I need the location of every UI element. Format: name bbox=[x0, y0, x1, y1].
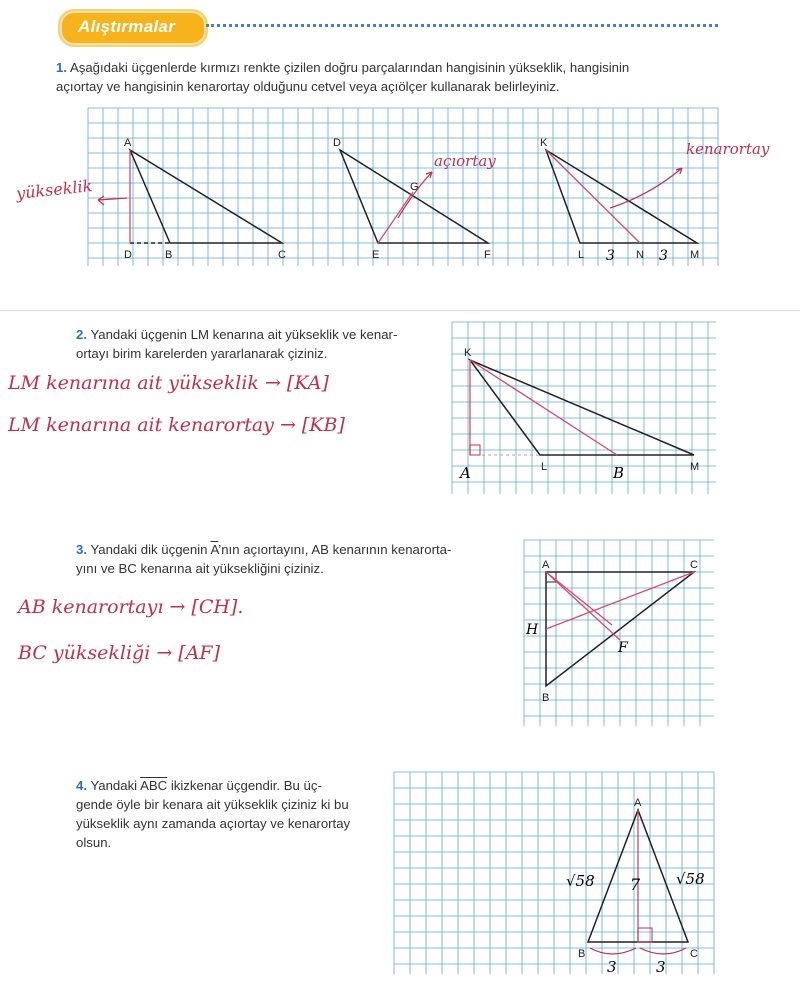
q1-text-line1: Aşağıdaki üçgenlerde kırmızı renkte çizilen doğru parçalarından hangisinin yükseklik, hangisinin bbox=[69, 60, 630, 75]
hw-base-right: 3 bbox=[656, 958, 666, 976]
section-title: Alıştırmalar bbox=[78, 17, 176, 36]
q3-angle-a: $\overline{A}$ bbox=[210, 542, 219, 557]
q3-text-line1-b: ’nın açıortayını, AB kenarının kenarorta- bbox=[218, 542, 452, 557]
label-g: G bbox=[410, 181, 419, 193]
label-a: A bbox=[124, 137, 132, 149]
q3-hw-line1: AB kenarortayı → [CH]. bbox=[18, 596, 244, 618]
label-k-q2: K bbox=[464, 347, 472, 359]
q2-hw-line1: LM kenarına ait yükseklik → [KA] bbox=[8, 372, 329, 394]
label-l-q2: L bbox=[541, 461, 548, 473]
q1-number: 1. bbox=[56, 60, 67, 75]
label-b: B bbox=[165, 249, 173, 261]
label-f: F bbox=[484, 249, 491, 261]
label-e: E bbox=[372, 249, 380, 261]
label-b-q2: B bbox=[613, 464, 625, 482]
hw-kenarortay: kenarortay bbox=[686, 140, 770, 158]
right-angle-mark-q4 bbox=[638, 928, 652, 942]
hw-side-right: √58 bbox=[676, 870, 705, 888]
label-a-q3: A bbox=[542, 559, 550, 571]
hw-yukseklik: yükseklik bbox=[15, 176, 94, 203]
label-m-q2: M bbox=[690, 461, 700, 473]
label-a-q4: A bbox=[634, 797, 642, 809]
label-h-q3: H bbox=[526, 622, 539, 638]
label-d2: D bbox=[333, 137, 341, 149]
q4-text-line1-b: ikizkenar üçgendir. Bu üç- bbox=[167, 778, 322, 793]
q2-text-line1: Yandaki üçgenin LM kenarına ait yükseklik ve kenar- bbox=[90, 327, 398, 342]
hw-seg-3-left: 3 bbox=[606, 248, 615, 264]
hw-seg-3-right: 3 bbox=[659, 248, 668, 264]
hw-aciortay: açıortay bbox=[434, 152, 496, 170]
q2-number: 2. bbox=[76, 327, 87, 342]
q1-text-line2: açıortay ve hangisinin kenarortay olduğunu cetvel veya açıölçer kullanarak belirleyiniz. bbox=[56, 79, 560, 94]
label-b-q4: B bbox=[578, 948, 586, 960]
label-f-q3: F bbox=[618, 640, 628, 656]
label-c-q4: C bbox=[690, 948, 698, 960]
label-a-q2: A bbox=[460, 464, 471, 482]
brace-right bbox=[640, 948, 686, 954]
q3-hw-line2: BC yüksekliği → [AF] bbox=[18, 642, 221, 664]
q2-text-line2: ortayı birim karelerden yararlanarak çiziniz. bbox=[76, 346, 328, 361]
label-l: L bbox=[578, 249, 585, 261]
label-m: M bbox=[690, 249, 700, 261]
label-c-q3: C bbox=[690, 559, 698, 571]
q3-text-line1-a: Yandaki dik üçgenin bbox=[90, 542, 211, 557]
label-c: C bbox=[278, 249, 286, 261]
q4-text-line1-a: Yandaki bbox=[90, 778, 141, 793]
hw-side-left: √58 bbox=[566, 872, 595, 890]
q4-number: 4. bbox=[76, 778, 87, 793]
q4-text-line4: olsun. bbox=[76, 835, 112, 850]
q4-text-line3: yükseklik aynı zamanda açıortay ve kenarortay bbox=[76, 816, 351, 831]
label-k: K bbox=[540, 137, 548, 149]
q4-abc: $\overline{ABC}$ bbox=[140, 778, 168, 793]
q4-text-line2: gende öyle bir kenara ait yükseklik çiziniz ki bu bbox=[76, 797, 349, 812]
label-n: N bbox=[636, 249, 644, 261]
hw-height: 7 bbox=[630, 875, 641, 894]
q3-number: 3. bbox=[76, 542, 87, 557]
label-b-q3: B bbox=[542, 692, 550, 704]
q3-text-line2: yını ve BC kenarına ait yüksekliğini çiziniz. bbox=[76, 561, 324, 576]
label-d: D bbox=[124, 249, 132, 261]
q2-hw-line2: LM kenarına ait kenarortay → [KB] bbox=[8, 414, 345, 436]
brace-left bbox=[590, 948, 636, 954]
hw-base-left: 3 bbox=[607, 958, 617, 976]
